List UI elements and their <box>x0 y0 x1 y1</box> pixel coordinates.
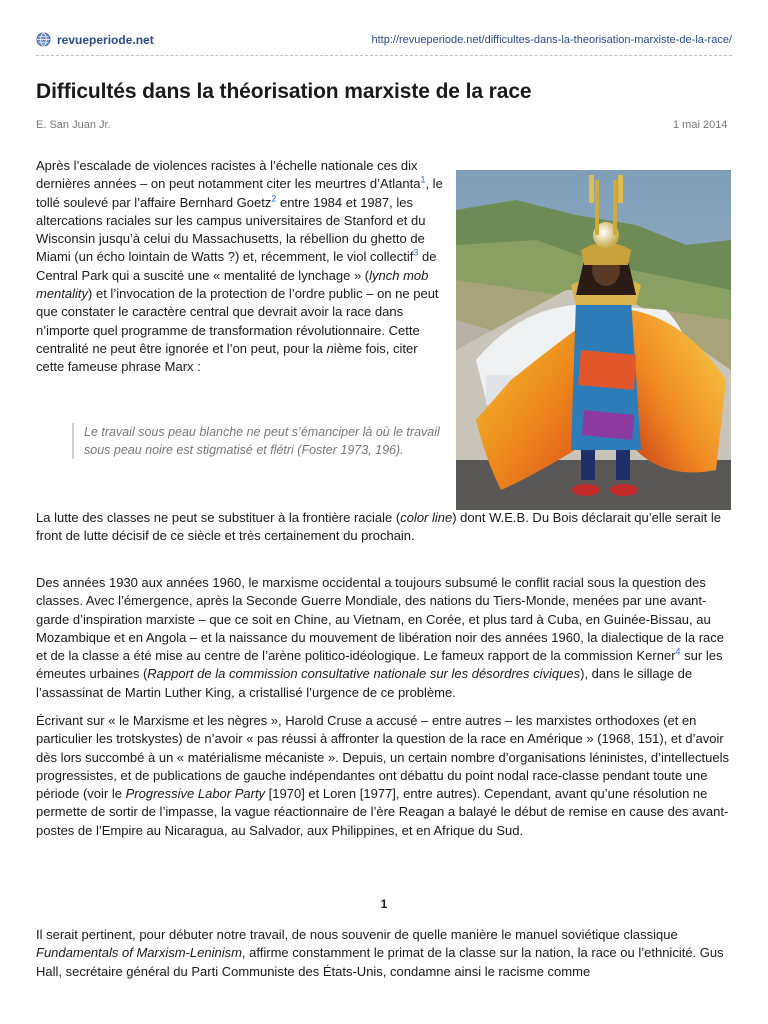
paragraph-fundamentals: Il serait pertinent, pour débuter notre travail, de nous souvenir de quelle manière le manuel soviétique classique Fundamentals of Marxism-Leninism, affirme constamment le primat de la classe sur la nation, la race ou l’ethnicité. Gus Hall, secrétaire général du Parti Communiste des États-Unis, condamne ainsi le racisme comme <box>36 927 724 979</box>
footnote-link-3[interactable]: 3 <box>413 248 419 259</box>
footnote-link-4[interactable]: 4 <box>675 646 681 657</box>
globe-icon <box>36 32 51 47</box>
page-header <box>36 32 732 52</box>
paragraph-harold-cruse: Écrivant sur « le Marxisme et les nègres », Harold Cruse a accusé – entre autres – les marxistes orthodoxes (et en particulier les trotskystes) de n’avoir « pas réussi à affronter la question de la race en Amérique » (1968, 151), et d’avoir dès lors succombé à un « matérialisme mécaniste ». Depuis, un certain nombre d’organisations léninistes, d’intellectuels progressistes, et de publications de gauche indépendantes ont débattu du point nodal race-classe pendant toute une période (voir le Progressive Labor Party [1970] et Loren [1977], entre autres). Cependant, avant qu’une résolution ne permette de sortir de l’impasse, la vague réactionnaire de l’ère Reagan a balayé le début de remise en cause des avant-postes de l’Empire au Nicaragua, au Salvador, aux Philippines, et en Afrique du Sud. <box>36 713 729 838</box>
paragraph-color-line: La lutte des classes ne peut se substituer à la frontière raciale (color line) dont W.E.B. Du Bois déclarait qu’elle serait le front de lutte décisif de ce siècle et très certainement du prochain. <box>36 510 722 544</box>
article-title: Difficultés dans la théorisation marxiste de la race <box>36 80 532 103</box>
paragraph-western-marxism: Des années 1930 aux années 1960, le marxisme occidental a toujours subsumé le conflit racial sous la question des classes. Avec l’émergence, après la Seconde Guerre Mondiale, des nations du Tiers-Monde, menées par une avant-garde d’inspiration marxiste – que ce soit en Chine, au Vietnam, en Corée, et plus tard à Cuba, en Guinée-Bissau, au Mozambique et en Angola – et la naissance du mouvement de libération noir des années 1960, la dialectique de la race et de la classe a été mise au centre de l’arène politico-idéologique. Le fameux rapport de la commission Kerner$^4$ sur les émeutes urbaines (Rapport de la commission consultative nationale sur les désordres civiques), dans le sillage de l’assassinat de Martin Luther King, a cristallisé l’urgence de ce problème. <box>36 575 725 700</box>
footnote-link-1[interactable]: 1 <box>420 174 426 185</box>
page-url[interactable]: http://revueperiode.net/difficultes-dans-la-theorisation-marxiste-de-la-race/ <box>371 34 732 46</box>
header-divider <box>36 55 732 56</box>
section-number: 1 <box>380 897 388 911</box>
marx-quote: Le travail sous peau blanche ne peut s’émanciper là où le travail sous peau noire est stigmatisé et flétri (Foster 1973, 196). <box>72 423 456 459</box>
site-link[interactable] <box>36 32 154 47</box>
article-photo <box>456 170 731 510</box>
article-author: E. San Juan Jr. <box>36 119 111 131</box>
footnote-link-2[interactable]: 2 <box>271 193 277 204</box>
article-date: 1 mai 2014 <box>673 119 728 131</box>
site-name[interactable]: revueperiode.net <box>57 32 154 47</box>
intro-paragraph: Après l’escalade de violences racistes à l’échelle nationale ces dix dernières années – on peut notamment citer les meurtres d’Atlanta$^1$, le tollé soulevé par l’affaire Bernhard Goetz$^2$ entre 1984 et 1987, les altercations raciales sur les campus universitaires de Stanford et du Wisconsin jusqu’à celui du Massachusetts, la rébellion du ghetto de Miami (un écho lointain de Watts ?) et, récemment, le viol collectif$^3$ de Central Park qui a suscité une « mentalité de lynchage » (lynch mob mentality) et l’invocation de la protection de l’ordre public – on ne peut que constater le caractère central que devrait avoir la race dans n’importe quel programme de transformation révolutionnaire. Cette centralité ne peut être ignorée et l’on peut, pour la nième fois, citer cette fameuse phrase Marx : <box>36 158 443 375</box>
